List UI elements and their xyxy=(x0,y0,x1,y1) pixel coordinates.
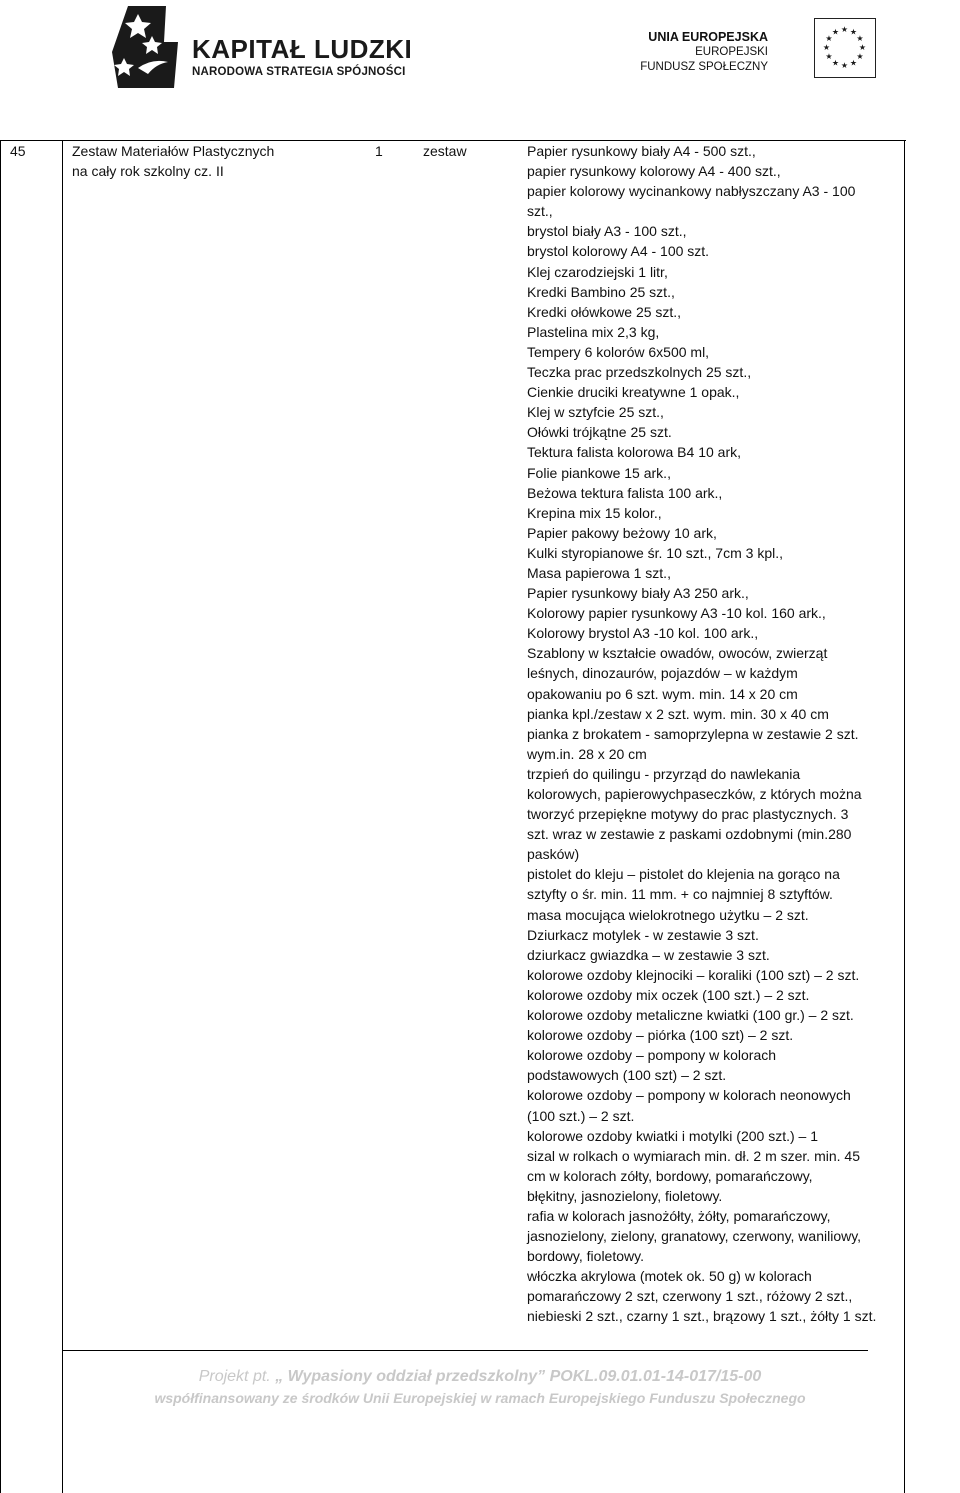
svg-text:★: ★ xyxy=(849,27,858,37)
svg-text:★: ★ xyxy=(831,58,840,68)
description-line: brystol kolorowy A4 - 100 szt. xyxy=(527,243,710,260)
description-line: Tempery 6 kolorów 6x500 ml, xyxy=(527,343,710,360)
description-line: kolorowe ozdoby mix oczek (100 szt.) – 2 szt. xyxy=(527,986,810,1003)
description-line: Kolorowy papier rysunkowy A3 -10 kol. 160 ark., xyxy=(527,605,826,622)
description-line: Kredki ołówkowe 25 szt., xyxy=(527,303,682,320)
description-line: pasków) xyxy=(527,846,580,863)
description-line: Teczka prac przedszkolnych 25 szt., xyxy=(527,364,752,381)
item-name-line-2: na cały rok szkolny cz. II xyxy=(72,163,224,179)
description-line: kolorowe ozdoby klejnociki – koraliki (100 szt) – 2 szt. xyxy=(527,966,860,983)
description-line: jasnozielony, zielony, granatowy, czerwony, waniliowy, xyxy=(527,1228,862,1245)
description-line: sztyfty o śr. min. 11 mm. + co najmniej 8 sztyftów. xyxy=(527,886,833,903)
item-description xyxy=(527,141,897,1327)
eu-fund-line1: EUROPEJSKI xyxy=(695,46,768,58)
description-line: opakowaniu po 6 szt. wym. min. 14 x 20 cm xyxy=(527,685,798,702)
description-line: kolorowe ozdoby – piórka (100 szt) – 2 szt. xyxy=(527,1027,794,1044)
description-line: pomarańczowy 2 szt, czerwony 1 szt., różowy 2 szt., xyxy=(527,1288,853,1305)
description-line: Klej czarodziejski 1 litr, xyxy=(527,263,668,280)
project-prefix: Projekt pt. xyxy=(198,1368,276,1385)
description-line: kolorowe ozdoby – pompony w kolorach neonowych xyxy=(527,1087,851,1104)
description-line: dziurkacz gwiazdka – w zestawie 3 szt. xyxy=(527,946,770,963)
kapital-ludzki-title: KAPITAŁ LUDZKI xyxy=(192,34,413,64)
description-line: pistolet do kleju – pistolet do klejenia na gorąco na xyxy=(527,866,840,883)
description-line: niebieski 2 szt., czarny 1 szt., brązowy 1 szt., żółty 1 szt. xyxy=(527,1308,877,1325)
column-divider-1 xyxy=(62,140,63,1493)
description-line: Tektura falista kolorowa B4 10 ark, xyxy=(527,444,741,461)
description-line: Dziurkacz motylek - w zestawie 3 szt. xyxy=(527,926,759,943)
description-line: podstawowych (100 szt) – 2 szt. xyxy=(527,1067,727,1084)
item-name xyxy=(72,141,302,181)
description-line: wym.in. 28 x 20 cm xyxy=(527,745,647,762)
description-line: Kolorowy brystol A3 -10 kol. 100 ark., xyxy=(527,625,759,642)
eu-flag-icon xyxy=(814,18,876,78)
svg-text:★: ★ xyxy=(858,43,867,52)
description-line: Papier rysunkowy biały A3 250 ark., xyxy=(527,585,749,602)
project-footer-line-2: współfinansowany ze środków Unii Europejskiej w ramach Europejskiego Funduszu Społecznego xyxy=(154,1390,806,1406)
description-line: sizal w rolkach o wymiarach min. dł. 2 m szer. min. 45 xyxy=(527,1147,860,1164)
description-line: Papier pakowy beżowy 10 ark, xyxy=(527,524,717,541)
svg-text:★: ★ xyxy=(849,58,858,68)
description-line: Kredki Bambino 25 szt., xyxy=(527,283,675,300)
svg-text:★: ★ xyxy=(840,61,849,70)
item-unit: zestaw xyxy=(423,143,467,159)
description-line: kolorowych, papierowychpaseczków, z których można xyxy=(527,786,862,802)
description-line: kolorowe ozdoby kwiatki i motylki (200 szt.) – 1 xyxy=(527,1127,818,1144)
svg-text:★: ★ xyxy=(825,52,833,61)
description-line: Beżowa tektura falista 100 ark., xyxy=(527,484,723,501)
description-line: Folie piankowe 15 ark., xyxy=(527,464,671,481)
description-line: (100 szt.) – 2 szt. xyxy=(527,1107,635,1124)
svg-text:★: ★ xyxy=(840,25,849,34)
project-title: „ Wypasiony oddział przedszkolny” POKL.09.01.01-14-017/15-00 xyxy=(275,1368,762,1385)
column-divider-2 xyxy=(904,140,905,1493)
description-line: szt. wraz w zestawie z paskami ozdobnymi (min.280 xyxy=(527,826,852,843)
eu-fund-line2: FUNDUSZ SPOŁECZNY xyxy=(640,61,768,73)
description-line: Ołówki trójkątne 25 szt. xyxy=(527,424,672,441)
description-line: brystol biały A3 - 100 szt., xyxy=(527,223,687,240)
description-line: Masa papierowa 1 szt., xyxy=(527,564,671,581)
description-line: masa mocująca wielokrotnego użytku – 2 szt. xyxy=(527,906,809,923)
description-line: szt., xyxy=(527,203,553,220)
kapital-ludzki-subtitle: NARODOWA STRATEGIA SPÓJNOŚCI xyxy=(192,66,406,78)
svg-text:★: ★ xyxy=(825,34,833,43)
description-line: bordowy, fioletowy. xyxy=(527,1248,644,1265)
description-line: Szablony w kształcie owadów, owoców, zwierząt xyxy=(527,645,828,662)
description-line: Klej w sztyfcie 25 szt., xyxy=(527,404,664,421)
item-quantity: 1 xyxy=(375,143,383,159)
kapital-ludzki-logo xyxy=(108,2,413,92)
description-line: papier kolorowy wycinankowy nabłyszczany A3 - 100 xyxy=(527,183,856,200)
description-line: kolorowe ozdoby metaliczne kwiatki (100 gr.) – 2 szt. xyxy=(527,1007,854,1024)
description-line: kolorowe ozdoby – pompony w kolorach xyxy=(527,1047,777,1064)
svg-text:★: ★ xyxy=(831,27,840,37)
description-line: papier rysunkowy kolorowy A4 - 400 szt., xyxy=(527,163,781,180)
table-left-border xyxy=(0,140,1,1493)
description-line: tworzyć przepiękne motywy do prac plastycznych. 3 xyxy=(527,806,849,823)
description-line: trzpień do quilingu - przyrząd do nawlekania xyxy=(527,765,801,782)
description-line: Plastelina mix 2,3 kg, xyxy=(527,323,660,340)
description-line: włóczka akrylowa (motek ok. 50 g) w kolorach xyxy=(527,1268,812,1285)
description-line: Kulki styropianowe śr. 10 szt., 7cm 3 kpl., xyxy=(527,544,783,561)
eu-name: UNIA EUROPEJSKA xyxy=(648,30,768,44)
description-line: leśnych, dinozaurów, pojazdów – w każdym xyxy=(527,665,798,682)
description-line: Cienkie druciki kreatywne 1 opak., xyxy=(527,384,740,401)
row-number: 45 xyxy=(10,143,26,159)
description-line: błękitny, jasnozielony, fioletowy. xyxy=(527,1187,723,1204)
eu-logo xyxy=(640,18,880,82)
description-line: cm w kolorach zółty, bordowy, pomarańczowy, xyxy=(527,1167,813,1184)
description-line: rafia w kolorach jasnożółty, żółty, pomarańczowy, xyxy=(527,1207,831,1224)
description-line: pianka kpl./zestaw x 2 szt. wym. min. 30 x 40 cm xyxy=(527,705,829,722)
svg-text:★: ★ xyxy=(856,52,864,61)
footer-separator xyxy=(62,1350,868,1351)
svg-text:★: ★ xyxy=(822,43,831,52)
description-line: Papier rysunkowy biały A4 - 500 szt., xyxy=(527,143,756,159)
description-line: Krepina mix 15 kolor., xyxy=(527,504,662,521)
description-line: pianka z brokatem - samoprzylepna w zestawie 2 szt. xyxy=(527,725,859,742)
item-name-line-1: Zestaw Materiałów Plastycznych xyxy=(72,143,275,159)
kapital-ludzki-emblem-icon xyxy=(108,2,188,90)
project-footer-line-1 xyxy=(0,1368,960,1386)
svg-text:★: ★ xyxy=(856,34,864,43)
